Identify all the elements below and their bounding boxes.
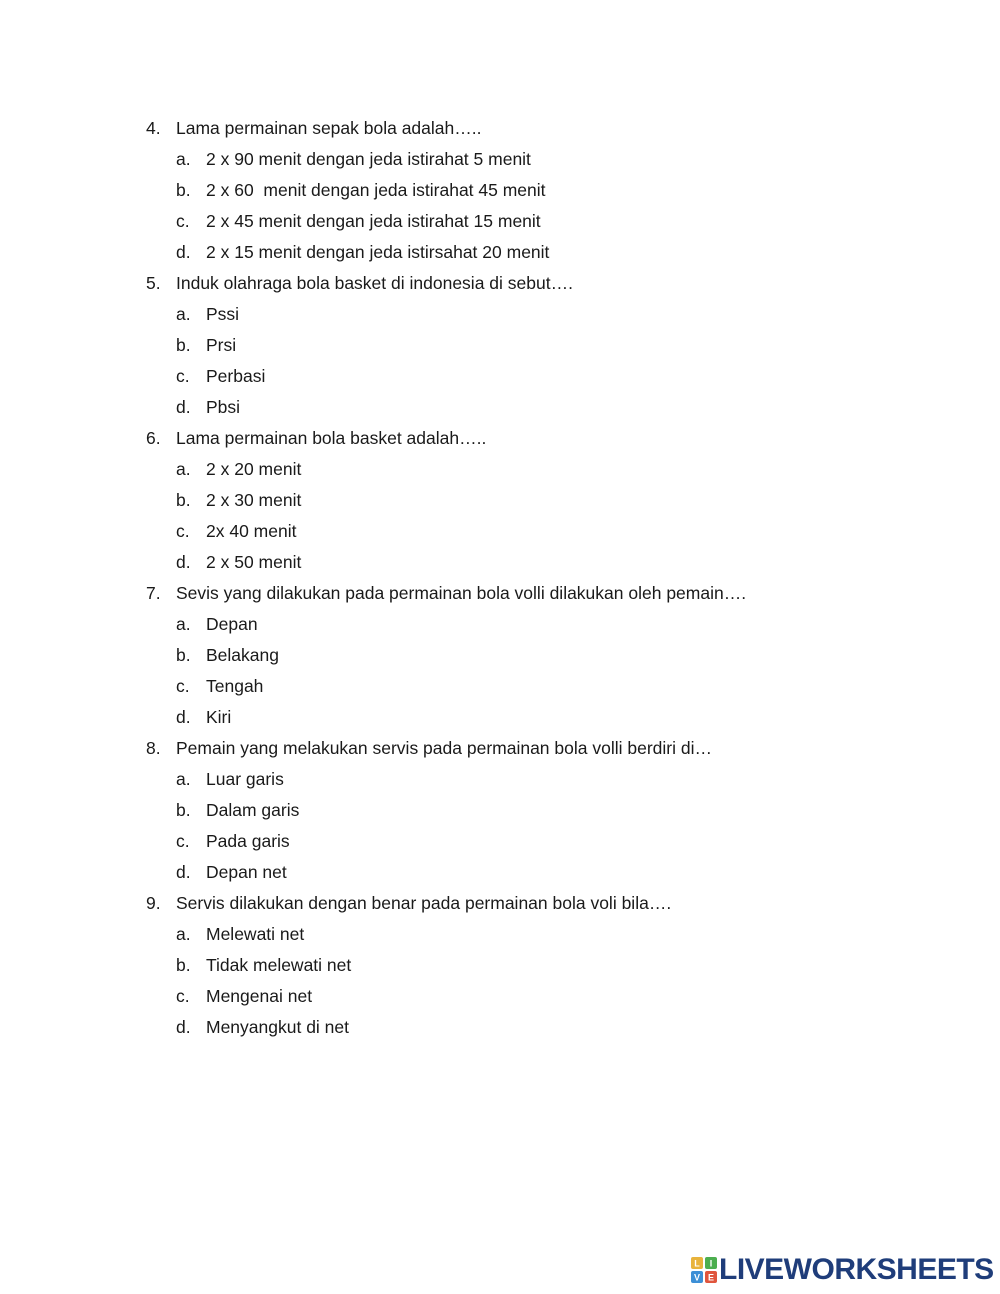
question-text: Sevis yang dilakukan pada permainan bola volli dilakukan oleh pemain…. [176, 583, 747, 603]
question-text: Pemain yang melakukan servis pada permainan bola volli berdiri di… [176, 738, 712, 758]
logo-mark-letter: I [709, 1258, 713, 1269]
option-letter: d. [176, 707, 191, 727]
option-letter: a. [176, 149, 191, 169]
option-text: Mengenai net [206, 986, 313, 1006]
question [0, 578, 1000, 609]
answer-option [0, 547, 1000, 578]
answer-option [0, 919, 1000, 950]
question-number: 4. [146, 118, 161, 138]
answer-option [0, 826, 1000, 857]
option-text: 2 x 50 menit [206, 552, 302, 572]
option-letter: d. [176, 552, 191, 572]
option-text: Dalam garis [206, 800, 300, 820]
logo-text: LIVEWORKSHEETS [719, 1253, 994, 1286]
logo-mark-letter: V [693, 1272, 701, 1283]
answer-option [0, 1012, 1000, 1043]
answer-option [0, 857, 1000, 888]
question-text: Lama permainan bola basket adalah….. [176, 428, 487, 448]
option-letter: b. [176, 645, 191, 665]
option-text: Prsi [206, 335, 237, 355]
option-text: 2 x 15 menit dengan jeda istirsahat 20 menit [206, 242, 550, 262]
option-text: Depan [206, 614, 258, 634]
option-letter: c. [176, 521, 190, 541]
option-letter: b. [176, 180, 191, 200]
question-number: 8. [146, 738, 161, 758]
option-text: Kiri [206, 707, 232, 727]
option-letter: c. [176, 831, 190, 851]
option-text: 2 x 20 menit [206, 459, 302, 479]
option-text: Perbasi [206, 366, 266, 386]
answer-option [0, 175, 1000, 206]
answer-option [0, 361, 1000, 392]
option-letter: b. [176, 955, 191, 975]
answer-option [0, 609, 1000, 640]
answer-option [0, 237, 1000, 268]
answer-option [0, 671, 1000, 702]
option-letter: c. [176, 676, 190, 696]
option-text: Menyangkut di net [206, 1017, 350, 1037]
question-text: Servis dilakukan dengan benar pada permainan bola voli bila…. [176, 893, 672, 913]
option-letter: d. [176, 1017, 191, 1037]
question-number: 5. [146, 273, 161, 293]
option-text: Depan net [206, 862, 287, 882]
question-number: 9. [146, 893, 161, 913]
liveworksheets-logo-icon [691, 1257, 717, 1283]
option-text: Belakang [206, 645, 279, 665]
question-number: 7. [146, 583, 161, 603]
question-number: 6. [146, 428, 161, 448]
answer-option [0, 702, 1000, 733]
option-text: 2 x 30 menit [206, 490, 302, 510]
answer-option [0, 485, 1000, 516]
answer-option [0, 144, 1000, 175]
option-text: Pbsi [206, 397, 241, 417]
answer-option [0, 392, 1000, 423]
option-letter: a. [176, 614, 191, 634]
answer-option [0, 950, 1000, 981]
option-letter: d. [176, 397, 191, 417]
question [0, 113, 1000, 144]
worksheet [0, 113, 1000, 1043]
answer-option [0, 516, 1000, 547]
option-letter: a. [176, 459, 191, 479]
question-text: Lama permainan sepak bola adalah….. [176, 118, 482, 138]
answer-option [0, 795, 1000, 826]
option-text: Pssi [206, 304, 240, 324]
answer-option [0, 764, 1000, 795]
answer-option [0, 454, 1000, 485]
option-letter: d. [176, 242, 191, 262]
option-letter: a. [176, 304, 191, 324]
option-text: Tidak melewati net [206, 955, 352, 975]
answer-option [0, 640, 1000, 671]
option-text: Tengah [206, 676, 264, 696]
answer-option [0, 330, 1000, 361]
answer-option [0, 981, 1000, 1012]
option-text: 2 x 45 menit dengan jeda istirahat 15 menit [206, 211, 541, 231]
liveworksheets-logo [691, 1253, 994, 1287]
question [0, 268, 1000, 299]
option-letter: c. [176, 211, 190, 231]
option-letter: a. [176, 769, 191, 789]
question-text: Induk olahraga bola basket di indonesia di sebut…. [176, 273, 573, 293]
option-text: Luar garis [206, 769, 284, 789]
option-letter: b. [176, 800, 191, 820]
answer-option [0, 299, 1000, 330]
option-letter: d. [176, 862, 191, 882]
option-text: 2x 40 menit [206, 521, 297, 541]
question [0, 733, 1000, 764]
option-letter: a. [176, 924, 191, 944]
option-text: 2 x 90 menit dengan jeda istirahat 5 menit [206, 149, 531, 169]
option-text: 2 x 60 menit dengan jeda istirahat 45 menit [206, 180, 546, 200]
question [0, 423, 1000, 454]
question [0, 888, 1000, 919]
option-letter: c. [176, 366, 190, 386]
option-letter: c. [176, 986, 190, 1006]
option-letter: b. [176, 490, 191, 510]
option-text: Melewati net [206, 924, 305, 944]
option-letter: b. [176, 335, 191, 355]
logo-mark-letter: E [707, 1272, 715, 1283]
option-text: Pada garis [206, 831, 290, 851]
logo-mark-letter: L [694, 1258, 700, 1269]
answer-option [0, 206, 1000, 237]
